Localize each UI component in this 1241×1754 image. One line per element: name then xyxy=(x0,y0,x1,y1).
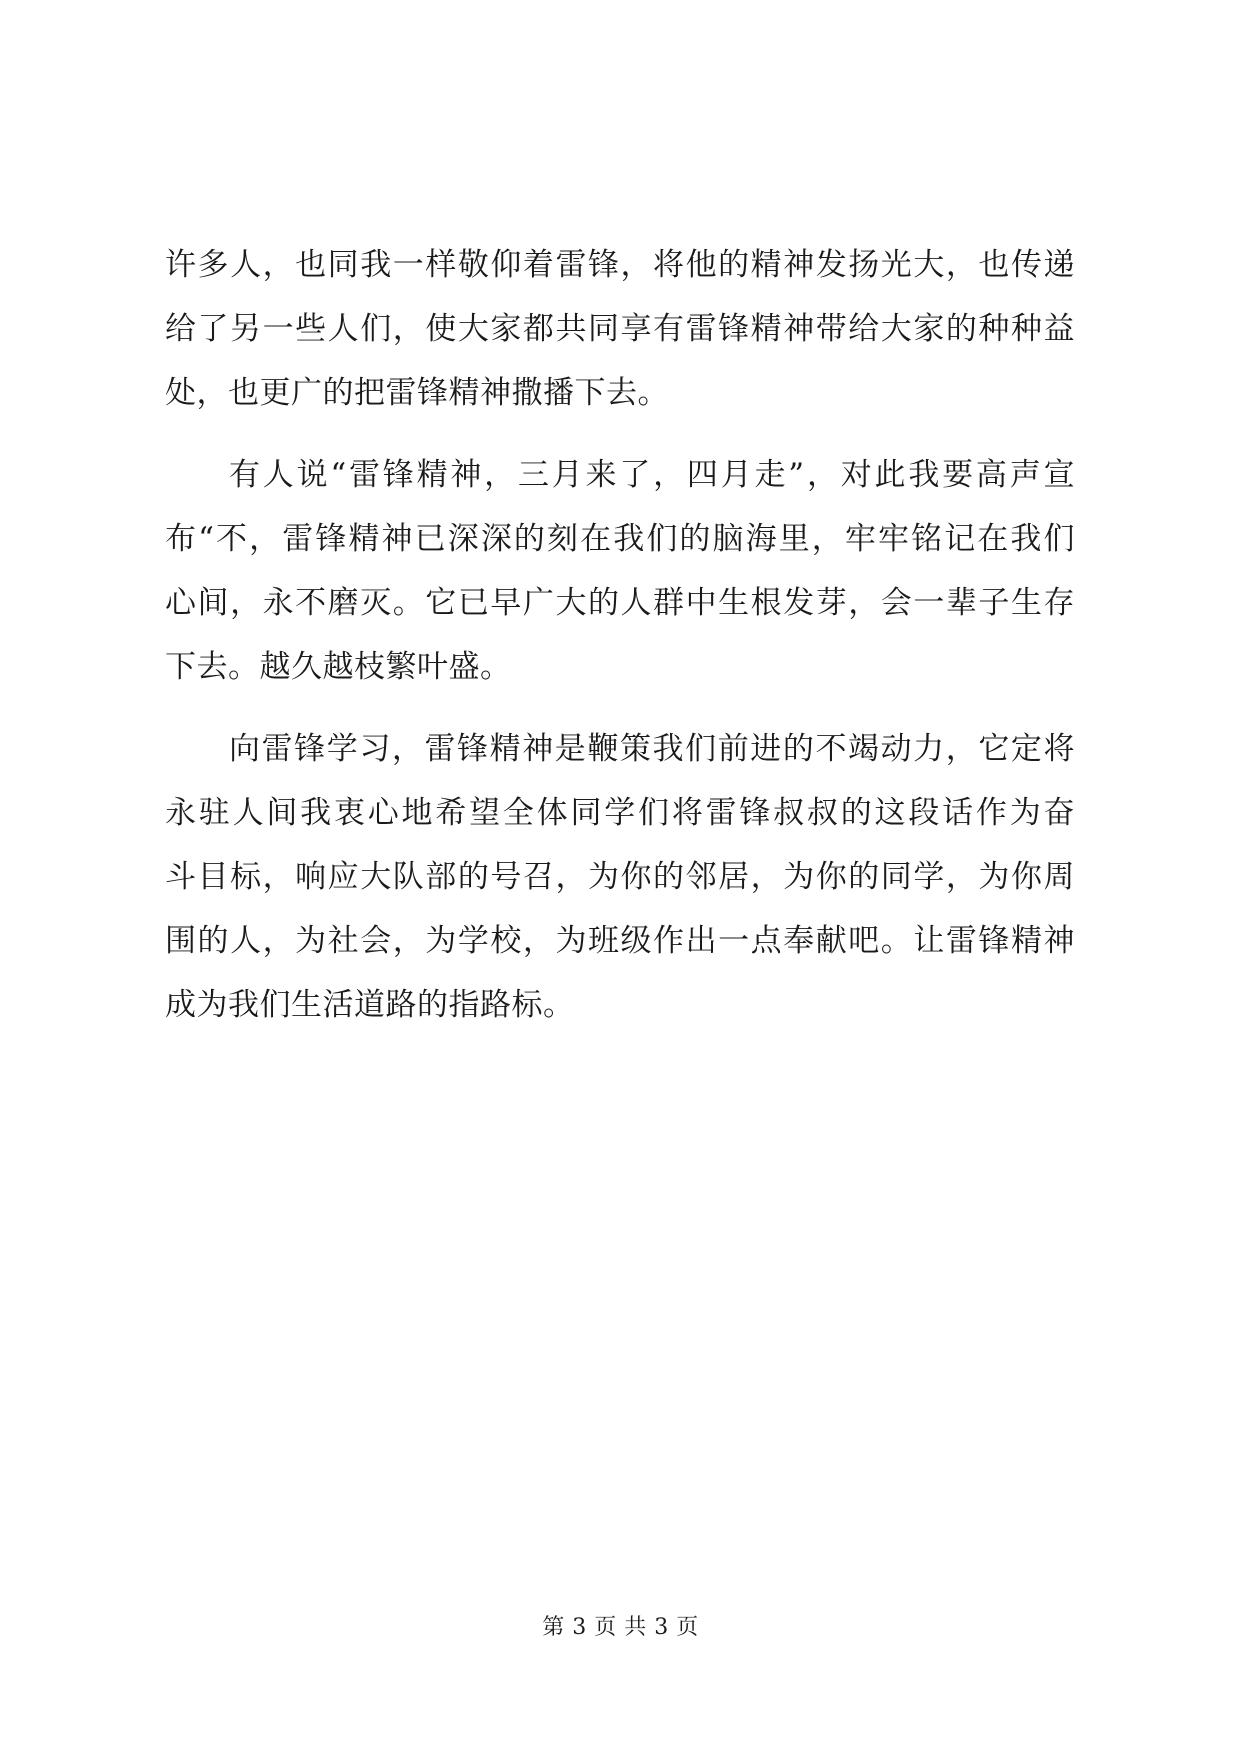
page-footer: 第 3 页 共 3 页 xyxy=(542,1615,699,1640)
paragraph-line: 处，也更广的把雷锋精神撒播下去。 xyxy=(165,375,669,411)
paragraph-line: 下去。越久越枝繁叶盛。 xyxy=(165,649,512,685)
paragraph-line: 有人说“雷锋精神，三月来了，四月走”，对此我要高声宣 xyxy=(229,457,1075,493)
paragraph-line: 许多人，也同我一样敬仰着雷锋，将他的精神发扬光大，也传递 xyxy=(165,247,1075,283)
paragraph-line: 成为我们生活道路的指路标。 xyxy=(165,987,575,1023)
document-body xyxy=(165,233,1075,1055)
paragraph-line: 布“不，雷锋精神已深深的刻在我们的脑海里，牢牢铭记在我们 xyxy=(165,521,1075,557)
paragraph-3 xyxy=(165,717,1075,1037)
paragraph-line: 向雷锋学习，雷锋精神是鞭策我们前进的不竭动力，它定将 xyxy=(229,731,1075,767)
paragraph-line: 给了另一些人们，使大家都共同享有雷锋精神带给大家的种种益 xyxy=(165,311,1075,347)
paragraph-2 xyxy=(165,443,1075,699)
paragraph-1 xyxy=(165,233,1075,425)
paragraph-line: 斗目标，响应大队部的号召，为你的邻居，为你的同学，为你周 xyxy=(165,859,1075,895)
paragraph-line: 围的人，为社会，为学校，为班级作出一点奉献吧。让雷锋精神 xyxy=(165,923,1075,959)
paragraph-line: 心间，永不磨灭。它已早广大的人群中生根发芽，会一辈子生存 xyxy=(165,585,1075,621)
paragraph-line: 永驻人间我衷心地希望全体同学们将雷锋叔叔的这段话作为奋 xyxy=(165,795,1075,831)
